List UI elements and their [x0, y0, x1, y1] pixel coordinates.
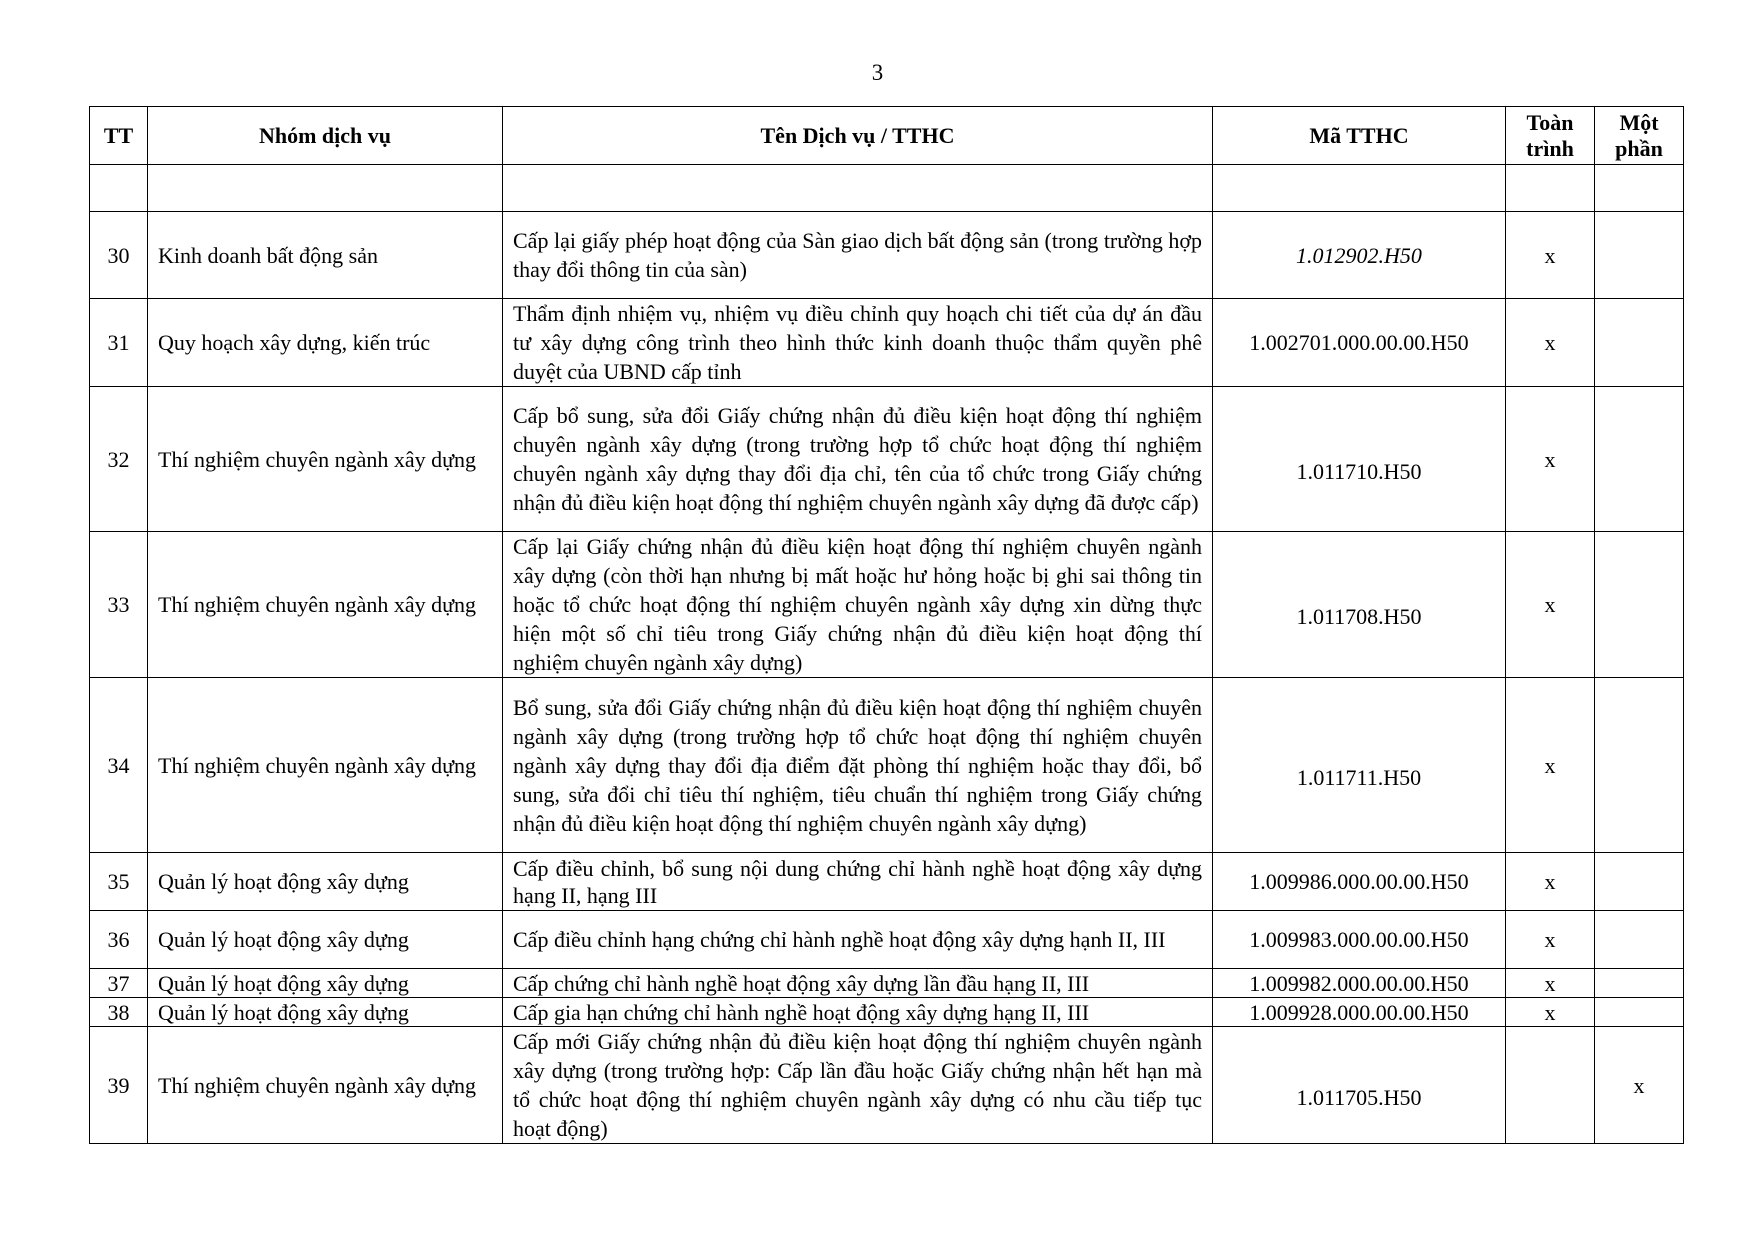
row-code	[1213, 853, 1506, 911]
row-full: x	[1506, 678, 1595, 853]
table-row	[90, 678, 1684, 853]
row-group: Quy hoạch xây dựng, kiến trúc	[148, 299, 503, 387]
table-row	[90, 1027, 1684, 1144]
row-partial: x	[1595, 1027, 1684, 1144]
row-code-text: 1.009986.000.00.00.H50	[1249, 869, 1469, 894]
row-group: Quản lý hoạt động xây dựng	[148, 911, 503, 969]
row-code-text: 1.011708.H50	[1296, 604, 1422, 629]
row-full: x	[1506, 212, 1595, 299]
row-group: Thí nghiệm chuyên ngành xây dựng	[148, 532, 503, 678]
row-name: Cấp gia hạn chứng chỉ hành nghề hoạt động xây dựng hạng II, III	[503, 998, 1213, 1027]
row-full: x	[1506, 969, 1595, 998]
header-tt: TT	[90, 107, 148, 165]
row-tt: 34	[90, 678, 148, 853]
row-code	[1213, 998, 1506, 1027]
row-name: Thẩm định nhiệm vụ, nhiệm vụ điều chỉnh quy hoạch chi tiết của dự án đầu tư xây dựng công trình theo hình thức kinh doanh thuộc thẩm quyền phê duyệt của UBND cấp tỉnh	[503, 299, 1213, 387]
row-tt: 37	[90, 969, 148, 998]
row-code	[1213, 299, 1506, 387]
row-code-text: 1.009928.000.00.00.H50	[1249, 999, 1469, 1025]
row-code	[1213, 969, 1506, 998]
header-partial: Một phần	[1595, 107, 1684, 165]
table-row	[90, 998, 1684, 1027]
row-tt: 36	[90, 911, 148, 969]
row-code	[1213, 911, 1506, 969]
table-cell	[1595, 165, 1684, 212]
row-partial	[1595, 532, 1684, 678]
row-code	[1213, 1027, 1506, 1144]
row-code-text: 1.012902.H50	[1296, 242, 1422, 268]
row-tt: 35	[90, 853, 148, 911]
table-cell	[1506, 165, 1595, 212]
row-partial	[1595, 678, 1684, 853]
row-group: Kinh doanh bất động sản	[148, 212, 503, 299]
row-name: Cấp bổ sung, sửa đổi Giấy chứng nhận đủ điều kiện hoạt động thí nghiệm chuyên ngành xây dựng (trong trường hợp tổ chức hoạt động thí nghiệm chuyên ngành xây dựng thay đổi địa chỉ, tên của tổ chức trong Giấy chứng nhận đủ điều kiện hoạt động thí nghiệm chuyên ngành xây dựng đã được cấp)	[503, 387, 1213, 532]
row-partial	[1595, 911, 1684, 969]
header-full: Toàn trình	[1506, 107, 1595, 165]
row-full: x	[1506, 853, 1595, 911]
row-code-text: 1.011710.H50	[1296, 458, 1422, 484]
row-partial	[1595, 969, 1684, 998]
row-full: x	[1506, 532, 1595, 678]
row-name: Cấp chứng chỉ hành nghề hoạt động xây dựng lần đầu hạng II, III	[503, 969, 1213, 998]
row-group: Quản lý hoạt động xây dựng	[148, 853, 503, 911]
row-name: Cấp điều chỉnh hạng chứng chỉ hành nghề hoạt động xây dựng hạnh II, III	[503, 911, 1213, 969]
row-group: Quản lý hoạt động xây dựng	[148, 969, 503, 998]
row-tt: 33	[90, 532, 148, 678]
row-full: x	[1506, 299, 1595, 387]
row-group: Thí nghiệm chuyên ngành xây dựng	[148, 1027, 503, 1144]
row-tt: 31	[90, 299, 148, 387]
table-row	[90, 212, 1684, 299]
header-name: Tên Dịch vụ / TTHC	[503, 107, 1213, 165]
table-row	[90, 969, 1684, 998]
table-row-blank	[90, 165, 1684, 212]
table-cell	[503, 165, 1213, 212]
table-header-row	[90, 107, 1684, 165]
row-group: Thí nghiệm chuyên ngành xây dựng	[148, 678, 503, 853]
row-partial	[1595, 387, 1684, 532]
row-partial	[1595, 212, 1684, 299]
table-row	[90, 532, 1684, 678]
row-group: Quản lý hoạt động xây dựng	[148, 998, 503, 1027]
row-code-text: 1.011705.H50	[1296, 1084, 1422, 1110]
row-full: x	[1506, 387, 1595, 532]
row-tt: 38	[90, 998, 148, 1027]
table-row	[90, 299, 1684, 387]
table-cell	[1213, 165, 1506, 212]
row-name: Cấp lại Giấy chứng nhận đủ điều kiện hoạt động thí nghiệm chuyên ngành xây dựng (còn thời hạn nhưng bị mất hoặc hư hỏng hoặc bị ghi sai thông tin hoặc tổ chức hoạt động thí nghiệm chuyên ngành xây dựng xin dừng thực hiện một số chỉ tiêu trong Giấy chứng nhận đủ điều kiện hoạt động thí nghiệm chuyên ngành xây dựng)	[503, 532, 1213, 678]
row-code	[1213, 532, 1506, 678]
row-partial	[1595, 853, 1684, 911]
row-group: Thí nghiệm chuyên ngành xây dựng	[148, 387, 503, 532]
row-partial	[1595, 299, 1684, 387]
table-cell	[148, 165, 503, 212]
row-code	[1213, 212, 1506, 299]
row-code	[1213, 678, 1506, 853]
header-code: Mã TTHC	[1213, 107, 1506, 165]
row-full	[1506, 1027, 1595, 1144]
table-row	[90, 853, 1684, 911]
row-code-text: 1.002701.000.00.00.H50	[1249, 330, 1469, 355]
page-number: 3	[871, 60, 884, 85]
row-tt: 32	[90, 387, 148, 532]
row-code-text: 1.011711.H50	[1296, 764, 1422, 790]
header-group: Nhóm dịch vụ	[148, 107, 503, 165]
table-cell	[90, 165, 148, 212]
table-row	[90, 387, 1684, 532]
row-code-text: 1.009983.000.00.00.H50	[1249, 927, 1469, 952]
row-code-text: 1.009982.000.00.00.H50	[1249, 970, 1469, 996]
row-full: x	[1506, 998, 1595, 1027]
row-code	[1213, 387, 1506, 532]
row-name: Cấp mới Giấy chứng nhận đủ điều kiện hoạt động thí nghiệm chuyên ngành xây dựng (trong trường hợp: Cấp lần đầu hoặc Giấy chứng nhận hết hạn mà tổ chức hoạt động thí nghiệm chuyên ngành xây dựng có nhu cầu tiếp tục hoạt động)	[503, 1027, 1213, 1144]
row-partial	[1595, 998, 1684, 1027]
table-row	[90, 911, 1684, 969]
row-name: Bổ sung, sửa đổi Giấy chứng nhận đủ điều kiện hoạt động thí nghiệm chuyên ngành xây dựng (trong trường hợp tổ chức hoạt động thí nghiệm chuyên ngành xây dựng thay đổi địa điểm đặt phòng thí nghiệm hoặc thay đổi, bổ sung, sửa đổi chỉ tiêu thí nghiệm, tiêu chuẩn thí nghiệm trong Giấy chứng nhận đủ điều kiện hoạt động thí nghiệm chuyên ngành xây dựng)	[503, 678, 1213, 853]
row-tt: 39	[90, 1027, 148, 1144]
row-tt: 30	[90, 212, 148, 299]
row-name: Cấp điều chỉnh, bổ sung nội dung chứng chỉ hành nghề hoạt động xây dựng hạng II, hạng III	[503, 853, 1213, 911]
row-full: x	[1506, 911, 1595, 969]
row-name: Cấp lại giấy phép hoạt động của Sàn giao dịch bất động sản (trong trường hợp thay đổi thông tin của sàn)	[503, 212, 1213, 299]
procedures-table	[89, 106, 1684, 1144]
